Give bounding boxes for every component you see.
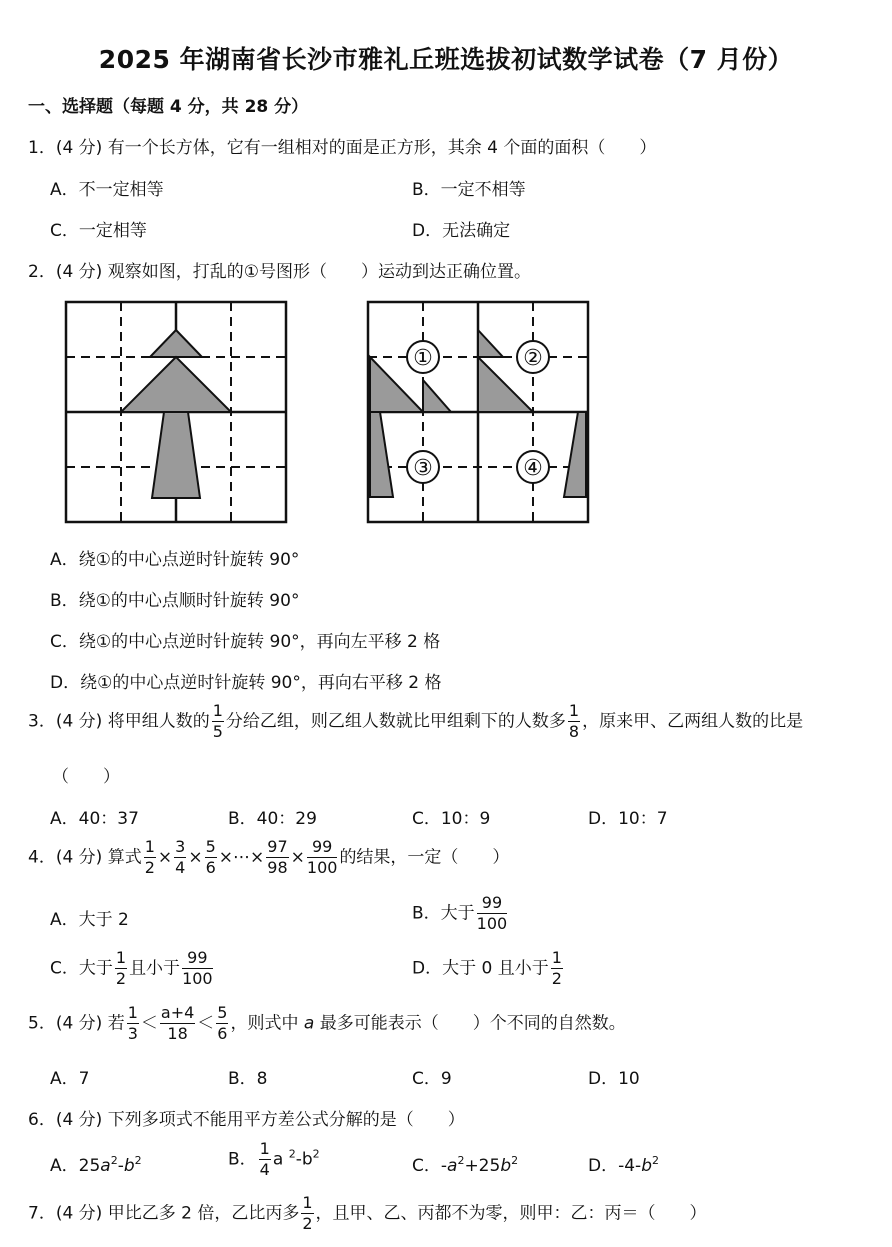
section-heading: 一、选择题（每题 4 分，共 28 分） [28,97,309,117]
question-4 [28,839,509,876]
q4-option-d: D．大于 0 且小于 $\frac{1}{2}$ [412,948,562,988]
q4-fraction-1: $\frac{1}{2}$ [144,837,155,877]
q3-text-2: 分给乙组，则乙组人数就比甲组剩下的人数多 [225,711,566,732]
q4-fraction-5: $\frac{99}{100}$ [306,837,338,877]
q2-option-c: C．绕①的中心点逆时针旋转 90°，再向左平移 2 格 [50,632,441,652]
q5-option-a: A．7 [50,1069,90,1089]
q5-fraction-1: $\frac{1}{3}$ [127,1003,138,1043]
q3-option-a: A．40：37 [50,809,139,829]
q3-option-d: D．10：7 [588,809,668,829]
page-title: 2025 年湖南省长沙市雅礼丘班选拔初试数学试卷（7 月份） [98,45,794,74]
q5-option-d: D．10 [588,1069,640,1089]
q1-option-c: C．一定相等 [50,221,147,241]
q3-fraction-2: $\frac{1}{8}$ [568,701,580,741]
circle-label-3: ③ [413,456,433,481]
q4-times-1: × [157,847,173,868]
question-7: 7．(4 分) 甲比乙多 2 倍，乙比丙多 $\frac{1}{2}$ ，且甲、乙、丙都不为零，则甲：乙：丙＝（ ） [28,1193,707,1233]
arrow-figure-correct [64,300,290,526]
circle-label-4: ④ [523,456,543,481]
q3-text-3: ，原来甲、乙两组人数的比是 [582,711,804,732]
q6-option-a: A．$25a^2-b^2$ [50,1154,142,1176]
q4-ellipsis: ×⋯× [218,847,265,868]
q3-fraction-1: $\frac{1}{5}$ [212,701,223,741]
q4-fraction-3: $\frac{5}{6}$ [205,837,216,877]
circle-label-2: ② [523,346,543,371]
q4-option-c: C．大于 $\frac{1}{2}$ 且小于 $\frac{99}{100}$ [50,948,213,988]
q5-fraction-3: $\frac{5}{6}$ [217,1003,228,1043]
question-2: 2．(4 分) 观察如图，打乱的①号图形（ ）运动到达正确位置。 [28,262,531,282]
q5-option-c: C．9 [412,1069,452,1089]
q2-option-d: D．绕①的中心点逆时针旋转 90°，再向右平移 2 格 [50,673,442,693]
q3-answer-blank: （ ） [52,767,120,787]
question-1: 1．(4 分) 有一个长方体，它有一组相对的面是正方形，其余 4 个面的面积（ ） [28,138,657,158]
q1-option-d: D．无法确定 [412,221,511,241]
q6-option-c: C．$-a^2+25b^2$ [412,1154,519,1176]
q1-option-b: B．一定不相等 [412,180,526,200]
q4-option-a: A．大于 2 [50,910,129,930]
q3-option-b: B．40：29 [228,809,317,829]
q6-option-d: D．$-4-b^2$ [588,1154,659,1176]
question-5: 5．(4 分) 若 $\frac{1}{3}$ ＜ $\frac{a+4}{18}$ ＜ $\frac{5}{6}$ ，则式中 a 最多可能表示（ ）个不同的自然数。 [28,1003,626,1043]
q4-text-2: 的结果，一定（ ） [339,847,510,868]
question-6: 6．(4 分) 下列多项式不能用平方差公式分解的是（ ） [28,1110,465,1130]
scrambled-figure [366,300,592,526]
circle-label-1: ① [413,346,433,371]
q2-option-b: B．绕①的中心点顺时针旋转 90° [50,591,300,611]
q1-option-a: A．不一定相等 [50,180,164,200]
q2-option-a: A．绕①的中心点逆时针旋转 90° [50,550,300,570]
q4-fraction-4: $\frac{97}{98}$ [267,837,288,877]
question-3 [28,703,803,740]
q7-fraction: $\frac{1}{2}$ [302,1193,313,1233]
q5-option-b: B．8 [228,1069,268,1089]
q4-times-3: × [290,847,305,868]
q3-option-c: C．10：9 [412,809,491,829]
q4-option-b: B．大于 $\frac{99}{100}$ [412,893,508,933]
q4-fraction-2: $\frac{3}{4}$ [175,837,186,877]
q6-option-b: B． $\frac{1}{4}$ a $^2-b^2$ [228,1139,320,1179]
q4-text-1: 4．(4 分) 算式 [28,847,142,868]
q3-text-1: 3．(4 分) 将甲组人数的 [28,711,210,732]
q4-times-2: × [188,847,203,868]
q5-fraction-2: $\frac{a+4}{18}$ [160,1003,195,1043]
